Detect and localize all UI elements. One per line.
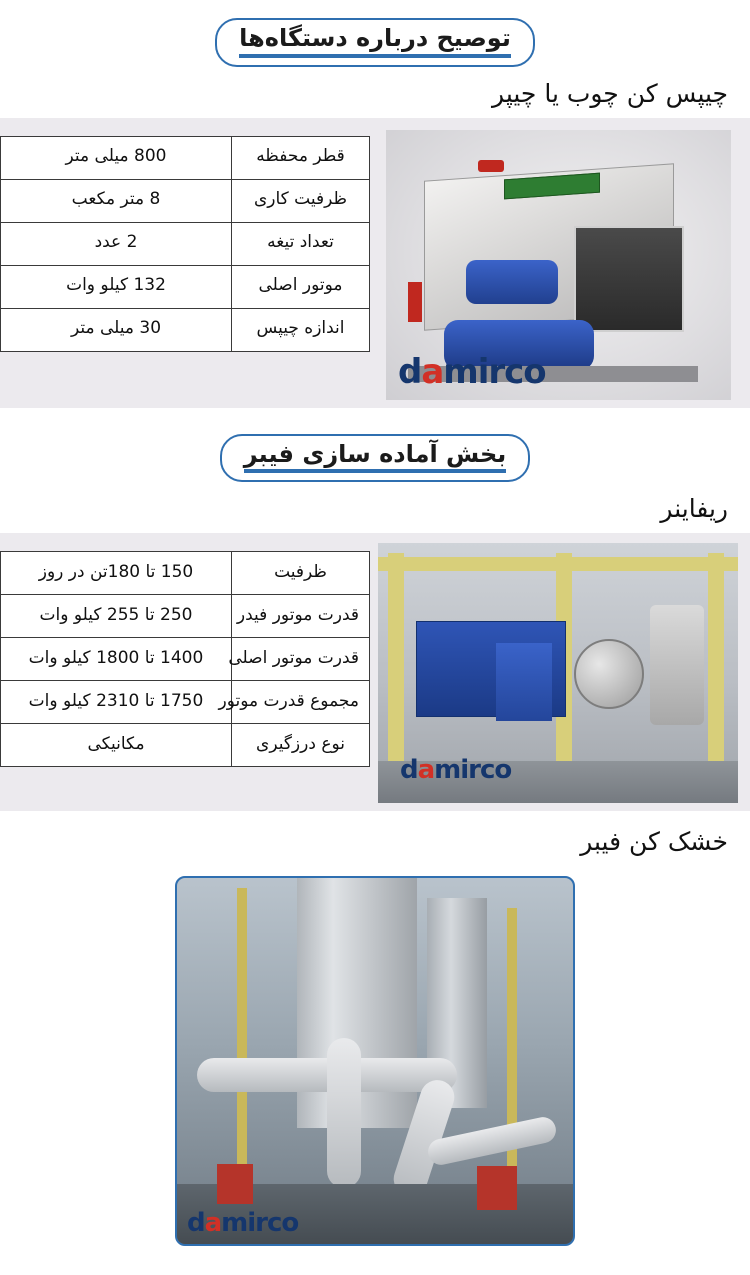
spec-value: 150 تا 180تن در روز: [1, 552, 232, 595]
table-row: [1, 595, 370, 638]
banner-pill-1: [215, 18, 535, 67]
dryer-red-drum-left-shape: [217, 1164, 253, 1204]
spec-value: 1750 تا 2310 کیلو وات: [1, 681, 232, 724]
spec-label: نوع درزگیری: [232, 724, 370, 767]
fiber-dryer-photo: [175, 876, 575, 1246]
dryer-mast-left-shape: [237, 888, 247, 1188]
refiner-column-left-shape: [388, 553, 404, 783]
table-row: [1, 222, 370, 265]
spec-value: مکانیکی: [1, 724, 232, 767]
machine-block-chipper: [0, 118, 750, 408]
spec-label: موتور اصلی: [232, 265, 370, 308]
table-row: [1, 265, 370, 308]
spec-value: 132 کیلو وات: [1, 265, 232, 308]
chipper-motor-upper-shape: [466, 260, 558, 304]
spec-value: 2 عدد: [1, 222, 232, 265]
machine-title-chipper: چیپس کن چوب یا چیپر: [492, 78, 728, 108]
dryer-red-drum-right-shape: [477, 1166, 517, 1210]
spec-label: قدرت موتور فیدر: [232, 595, 370, 638]
table-row: [1, 724, 370, 767]
refiner-tank-shape: [650, 605, 704, 725]
table-row: [1, 681, 370, 724]
spec-value: 800 میلی متر: [1, 136, 232, 179]
watermark-damirco: damirco: [187, 1208, 299, 1239]
spec-label: قطر محفظه: [232, 136, 370, 179]
chipper-machine-photo: [386, 130, 731, 400]
table-row: [1, 136, 370, 179]
refiner-motor-secondary-shape: [496, 643, 552, 721]
refiner-column-right-shape: [708, 553, 724, 783]
table-row: [1, 179, 370, 222]
spec-table-chipper: [0, 136, 370, 352]
spec-label: مجموع قدرت موتور: [232, 681, 370, 724]
refiner-disc-shape: [574, 639, 644, 709]
chipper-drum-shape: [574, 226, 684, 332]
machine-block-refiner: [0, 533, 750, 811]
chipper-red-cap-shape: [478, 160, 504, 172]
section-banner-1: [0, 0, 750, 67]
banner-pill-2: [220, 434, 531, 483]
watermark-damirco: damirco: [400, 755, 512, 786]
table-row: [1, 308, 370, 351]
spec-label: ظرفیت: [232, 552, 370, 595]
spec-label: اندازه چیپس: [232, 308, 370, 351]
banner-title-1: توصیح درباره دستگاه‌ها: [239, 25, 511, 58]
watermark-damirco: damirco: [398, 351, 546, 392]
spec-value: 30 میلی متر: [1, 308, 232, 351]
spec-table-refiner: [0, 551, 370, 767]
table-row: [1, 638, 370, 681]
banner-title-2: بخش آماده سازی فیبر: [244, 441, 507, 474]
dryer-pipe-vertical-shape: [327, 1038, 361, 1188]
spec-label: قدرت موتور اصلی: [232, 638, 370, 681]
chipper-red-part-shape: [408, 282, 422, 322]
machine-title-fiber-dryer: خشک کن فیبر: [580, 827, 728, 857]
refiner-machine-photo: [378, 543, 738, 803]
spec-value: 1400 تا 1800 کیلو وات: [1, 638, 232, 681]
spec-label: تعداد تیغه: [232, 222, 370, 265]
section-banner-2: [0, 408, 750, 483]
table-row: [1, 552, 370, 595]
spec-value: 8 متر مکعب: [1, 179, 232, 222]
spec-label: ظرفیت کاری: [232, 179, 370, 222]
spec-value: 250 تا 255 کیلو وات: [1, 595, 232, 638]
machine-title-refiner: ریفاینر: [660, 494, 728, 524]
